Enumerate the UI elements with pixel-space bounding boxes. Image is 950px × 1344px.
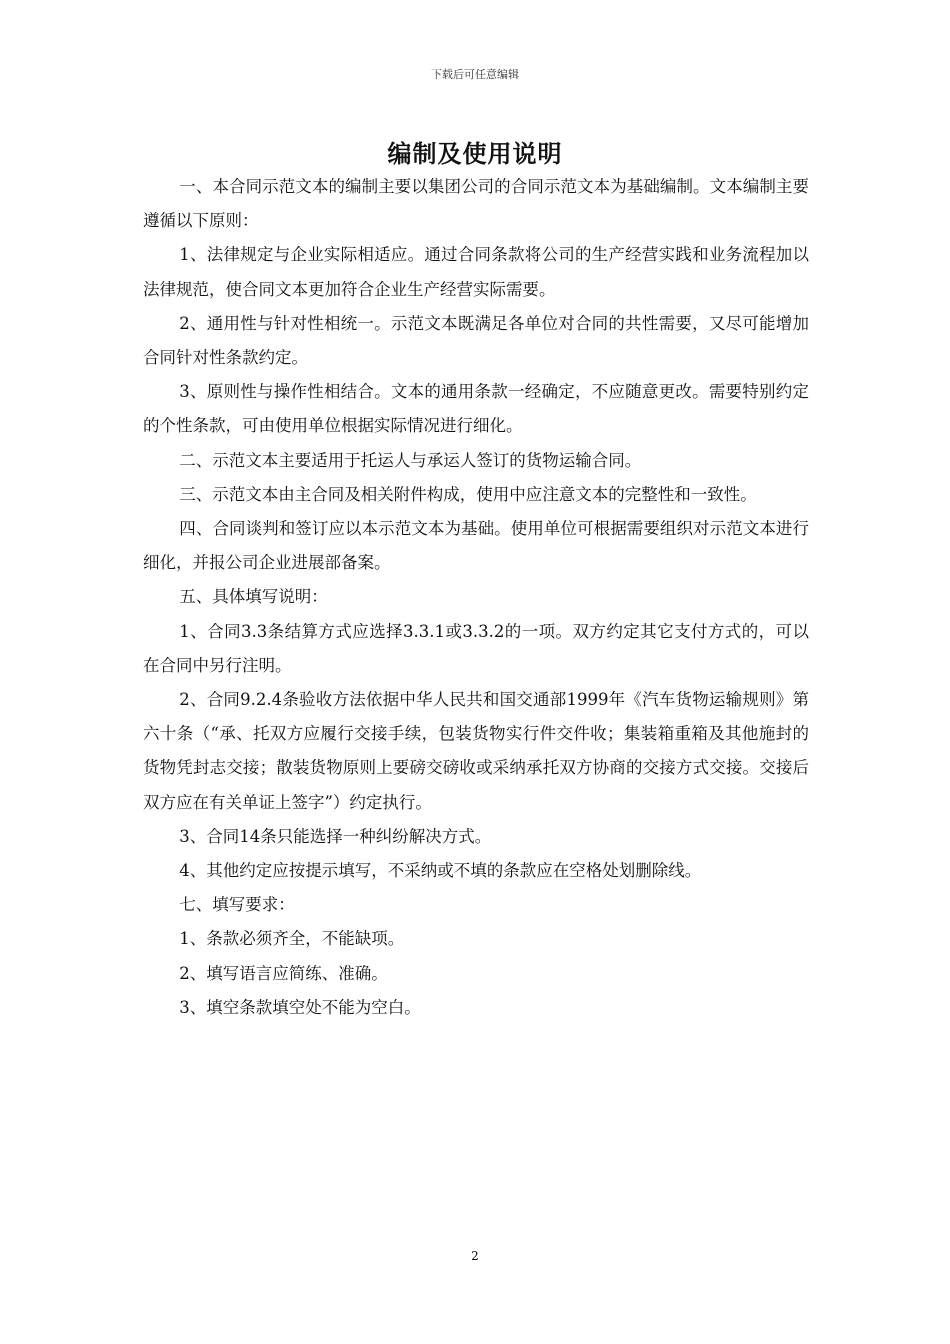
paragraph-filling-2: 2、合同9.2.4条验收方法依据中华人民共和国交通部1999年《汽车货物运输规则》第六十条（“承、托双方应履行交接手续，包装货物实行件交件收；集装箱重箱及其他施封的货物凭封志交接；散装货物原则上要磅交磅收或采纳承托双方协商的交接方式交接。交接后双方应在有关单证上签字”）约定执行。 <box>143 690 809 812</box>
paragraph-principle-2: 2、通用性与针对性相统一。示范文本既满足各单位对合同的共性需要，又尽可能增加合同针对性条款约定。 <box>143 313 809 368</box>
paragraph-filling-3: 3、合同14条只能选择一种纠纷解决方式。 <box>179 826 492 846</box>
paragraph-intro: 一、本合同示范文本的编制主要以集团公司的合同示范文本为基础编制。文本编制主要遵循以下原则： <box>143 177 809 231</box>
paragraph-composition: 三、示范文本由主合同及相关附件构成，使用中应注意文本的完整性和一致性。 <box>179 484 757 504</box>
header-note: 下载后可任意编辑 <box>431 68 519 81</box>
paragraph-requirement-2: 2、填写语言应简练、准确。 <box>179 963 388 983</box>
document-title: 编制及使用说明 <box>387 140 563 168</box>
paragraph-filling-4: 4、其他约定应按提示填写，不采纳或不填的条款应在空格处划删除线。 <box>179 861 702 881</box>
paragraph-requirements-heading: 七、填写要求： <box>179 895 295 915</box>
paragraph-filling-1: 1、合同3.3条结算方式应选择3.3.1或3.3.2的一项。双方约定其它支付方式的，可以在合同中另行注明。 <box>143 621 809 675</box>
document-body <box>143 170 809 1025</box>
paragraph-principle-1: 1、法律规定与企业实际相适应。通过合同条款将公司的生产经营实践和业务流程加以法律规范，使合同文本更加符合企业生产经营实际需要。 <box>143 245 809 299</box>
paragraph-requirement-1: 1、条款必须齐全，不能缺项。 <box>179 929 405 949</box>
page-number: 2 <box>471 1249 479 1263</box>
paragraph-principle-3: 3、原则性与操作性相结合。文本的通用条款一经确定，不应随意更改。需要特别约定的个性条款，可由使用单位根据实际情况进行细化。 <box>143 382 809 436</box>
paragraph-filling-heading: 五、具体填写说明： <box>179 587 328 607</box>
paragraph-scope: 二、示范文本主要适用于托运人与承运人签订的货物运输合同。 <box>179 450 642 470</box>
paragraph-requirement-3: 3、填空条款填空处不能为空白。 <box>179 997 421 1017</box>
paragraph-negotiation: 四、合同谈判和签订应以本示范文本为基础。使用单位可根据需要组织对示范文本进行细化，并报公司企业进展部备案。 <box>143 519 809 573</box>
